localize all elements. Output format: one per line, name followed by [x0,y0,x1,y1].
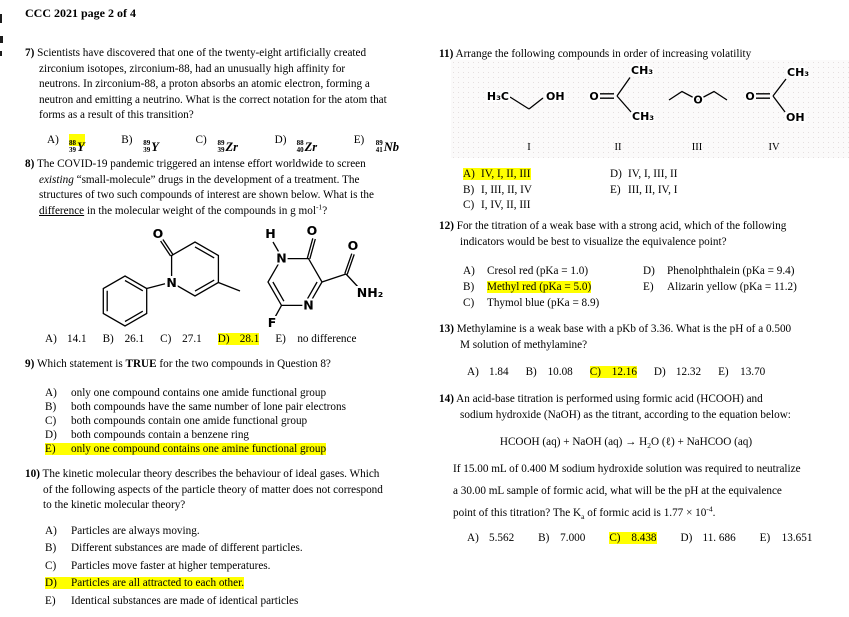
atom-label-oxygen: O [693,93,703,107]
q7-stem-line: neutron and emitting a neutrino. What is the correct notation for the atom that [39,93,387,106]
atom-label-hydroxyl: OH [786,111,805,124]
q14-option-c [609,531,656,547]
q13-option-a: A) 1.84 [467,366,509,378]
q14-stem-line: sodium hydroxide (NaOH) as the titrant, according to the equation below: [460,408,791,421]
q14-equation-subscript: 2 [647,441,651,451]
q11-option-d: D) IV, I, III, II [610,168,678,180]
q8-stem-superscript: -1 [315,201,323,211]
q8-stem-line: ? [322,204,328,217]
q8-stem-italic: existing [39,173,74,186]
q14-option-e: E) 13.651 [759,531,813,544]
scan-artifact [0,14,2,23]
atom-label-hydrogen: H [265,226,276,241]
q12-option-a: A) Cresol red (pKa = 1.0) [463,265,589,277]
q11-number: 11) [439,48,454,60]
q12-stem-line: For the titration of a weak base with a strong acid, which of the following [456,220,787,232]
q10-options [25,523,427,611]
q8-stem [25,157,427,219]
q11-option-c: C) I, IV, II, III [463,199,531,211]
atom-label-hydroxyl: OH [546,90,565,103]
highlighted-answer: D) 28.1 [217,333,260,345]
question-7 [25,46,427,154]
q9-option-b: B) both compounds have the same number of lone pair electrons [45,400,346,413]
q8-number: 8) [25,158,35,170]
q7-stem-line: zirconium isotopes, zirconium-88, had an unusually high affinity for [39,62,346,75]
q14-stem-line: An acid-base titration is performed using formic acid (HCOOH) and [456,393,763,405]
highlighted-answer: D) Particles are all attracted to each other. [45,577,245,589]
q8-option-c: C) 27.1 [160,333,202,345]
q8-options [25,332,427,348]
highlighted-answer: Methyl red (pKa = 5.0) [487,281,592,293]
q9-stem-text: Which statement is [36,358,126,370]
q7-stem [25,46,427,124]
q9-stem [25,357,427,373]
q8-structures [25,223,427,331]
q14-exponent: -4 [706,503,713,513]
q11-option-b: B) I, III, II, IV [463,183,532,196]
q12-options-left [463,263,599,311]
q10-stem [25,467,427,514]
question-10 [25,467,427,610]
scan-artifact [0,36,3,43]
q9-option-a: A) only one compound contains one amide functional group [45,386,327,399]
isotope-notation: 89 39 Zr [217,138,238,154]
q8-option-b: B) 26.1 [102,333,145,345]
atom-label-nitrogen: N [276,250,287,266]
isotope-notation: 89 41 Nb [375,138,399,154]
q12-option-e: E) Alizarin yellow (pKa = 11.2) [643,281,797,293]
q8-stem-line: structures of two such compounds of interest are shown below. What is the [39,189,374,201]
q11-stem-text: Arrange the following compounds in order of increasing volatility [455,48,752,60]
q10-stem-line: to the kinetic molecular theory? [43,499,186,511]
q7-option-b-label: B) [121,133,133,146]
question-12 [439,219,843,319]
atom-label-methyl: CH₃ [787,66,810,79]
q9-options [25,386,427,456]
question-11 [439,47,843,217]
q7-number: 7) [25,47,35,59]
q10-stem-line: of the following aspects of the particle theory of matter does not correspond [43,483,383,496]
q11-option-a [463,167,532,183]
q14-option-b: B) 7.000 [538,531,586,544]
q14-number: 14) [439,393,454,405]
q8-stem-line: in the molecular weight of the compounds in g mol [84,204,316,217]
structure-label-i: I [527,142,531,153]
highlighted-answer: E) only one compound contains one amine functional group [45,442,327,455]
q10-stem-line: The kinetic molecular theory describes the behaviour of ideal gases. Which [42,468,380,480]
scan-artifact [0,51,2,56]
q13-stem-line: Methylamine is a weak base with a pKb of 3.36. What is the pH of a 0.500 [456,323,792,335]
q11-option-e: E) III, II, IV, I [610,183,678,196]
structure-label-ii: II [614,142,622,153]
q10-option-d [45,575,427,593]
page-header: CCC 2021 page 2 of 4 [25,6,136,20]
atom-label-methyl: H₃C [486,90,509,103]
structure-label-iii: III [691,142,703,153]
isotope-notation: 88 40 Zr [296,138,318,154]
q13-number: 13) [439,323,454,335]
question-8 [25,157,427,348]
q14-paragraph-line: point of this titration? The K [453,506,582,519]
q7-option-c-label: C) [195,133,207,146]
q12-options-right [643,263,797,295]
atom-label-nitrogen: N [303,297,314,313]
q7-option-d [275,133,318,154]
q9-number: 9) [25,358,35,370]
q7-option-d-label: D) [274,133,287,146]
q9-stem-bold: TRUE [125,358,157,370]
q13-option-d: D) 12.32 [653,366,702,378]
q11-options-right [610,167,678,198]
q11-options-left [463,167,532,214]
q8-structure-left-molecule [83,223,248,331]
q10-option-b: B) Different substances are made of different particles. [45,542,303,554]
q11-structures-image [451,60,849,158]
q14-equation-text: HCOOH (aq) + NaOH (aq) → H [499,436,648,448]
question-14 [439,392,843,546]
question-13 [439,322,843,381]
q12-option-b: B) Methyl red (pKa = 5.0) [463,281,592,293]
q14-paragraph-line: of formic acid is 1.77 × 10 [584,506,707,519]
q14-equation-text: O (ℓ) + NaHCOO (aq) [650,436,753,448]
q7-option-e [354,133,399,154]
q12-stem-line: indicators would be best to visualize the equivalence point? [460,235,727,248]
q10-option-a: A) Particles are always moving. [45,524,200,537]
q8-option-d [218,332,260,348]
q7-option-a-label: A) [47,133,59,146]
atom-label-methyl: CH₃ [632,110,655,123]
q12-option-c: C) Thymol blue (pKa = 8.9) [463,297,600,309]
atom-label-fluorine: F [267,315,277,330]
q13-option-b: B) 10.08 [525,366,573,378]
q8-option-a: A) 14.1 [45,333,87,345]
q13-stem [439,322,843,353]
q8-stem-underline: difference [39,204,85,217]
isotope-notation: 88 39 Y [69,138,85,154]
q10-number: 10) [25,468,40,480]
atom-label-oxygen: O [745,90,755,103]
q7-option-c [196,133,239,154]
highlighted-answer: C) 12.16 [589,366,637,378]
atom-label-amine: NH₂ [356,285,384,300]
q13-option-e: E) 13.70 [718,366,766,378]
q14-paragraph-line: a 30.00 mL sample of formic acid, what will be the pH at the equivalence [453,484,782,497]
q7-stem-line: forms as a result of this transition? [39,109,194,121]
atom-label-oxygen: O [589,90,599,103]
q14-option-a: A) 5.562 [467,531,515,544]
q8-structure-right-molecule [243,225,393,333]
q14-option-d: D) 11. 686 [680,531,736,544]
q14-paragraph-line: If 15.00 mL of 0.400 M sodium hydroxide solution was required to neutralize [453,462,801,475]
atom-label-oxygen: O [152,226,164,241]
q9-option-e [45,442,427,456]
q13-options [439,365,843,381]
q12-stem [439,219,843,250]
q7-options [25,133,399,154]
q7-stem-line: Scientists have discovered that one of the twenty-eight artificially created [37,47,367,59]
q9-stem-text: for the two compounds in Question 8? [156,358,331,370]
atom-label-oxygen: O [347,238,359,253]
q7-option-e-label: E) [353,133,365,146]
q9-option-d: D) both compounds contain a benzene ring [45,428,250,441]
q13-option-c [590,365,637,381]
q14-paragraph [439,458,843,524]
q7-option-b [121,133,159,154]
q14-stem [439,392,843,423]
highlighted-answer: A) IV, I, II, III [463,168,531,180]
q7-stem-line: neutrons. In zirconium-88, a proton absorbs an atomic electron, forming a [39,78,370,90]
q10-option-c: C) Particles move faster at higher temperatures. [45,559,271,572]
q14-ka-subscript: a [581,511,585,521]
q10-option-e: E) Identical substances are made of identical particles [45,594,299,607]
isotope-notation: 89 39 Y [143,138,159,154]
atom-label-oxygen: O [306,225,318,238]
q8-stem-line: “small-molecule” drugs in the development of a treatment. The [73,173,360,186]
q13-stem-line: M solution of methylamine? [460,338,588,351]
highlighted-answer [69,134,85,154]
question-9 [25,357,427,456]
q11-structures [451,60,843,155]
q14-equation [439,435,843,451]
highlighted-answer: C) 8.438 [609,531,657,544]
q9-option-c: C) both compounds contain one amide functional group [45,414,308,427]
atom-label-methyl: CH₃ [631,64,654,77]
q14-paragraph-line: . [712,506,716,519]
q14-options [439,531,843,547]
structure-label-iv: IV [768,142,780,153]
q8-stem-line: The COVID-19 pandemic triggered an intense effort worldwide to screen [36,158,366,170]
q7-option-a [47,133,85,154]
q12-option-d: D) Phenolphthalein (pKa = 9.4) [643,265,795,277]
atom-label-nitrogen: N [166,275,177,290]
q12-number: 12) [439,220,454,232]
q8-option-e: E) no difference [275,333,357,345]
